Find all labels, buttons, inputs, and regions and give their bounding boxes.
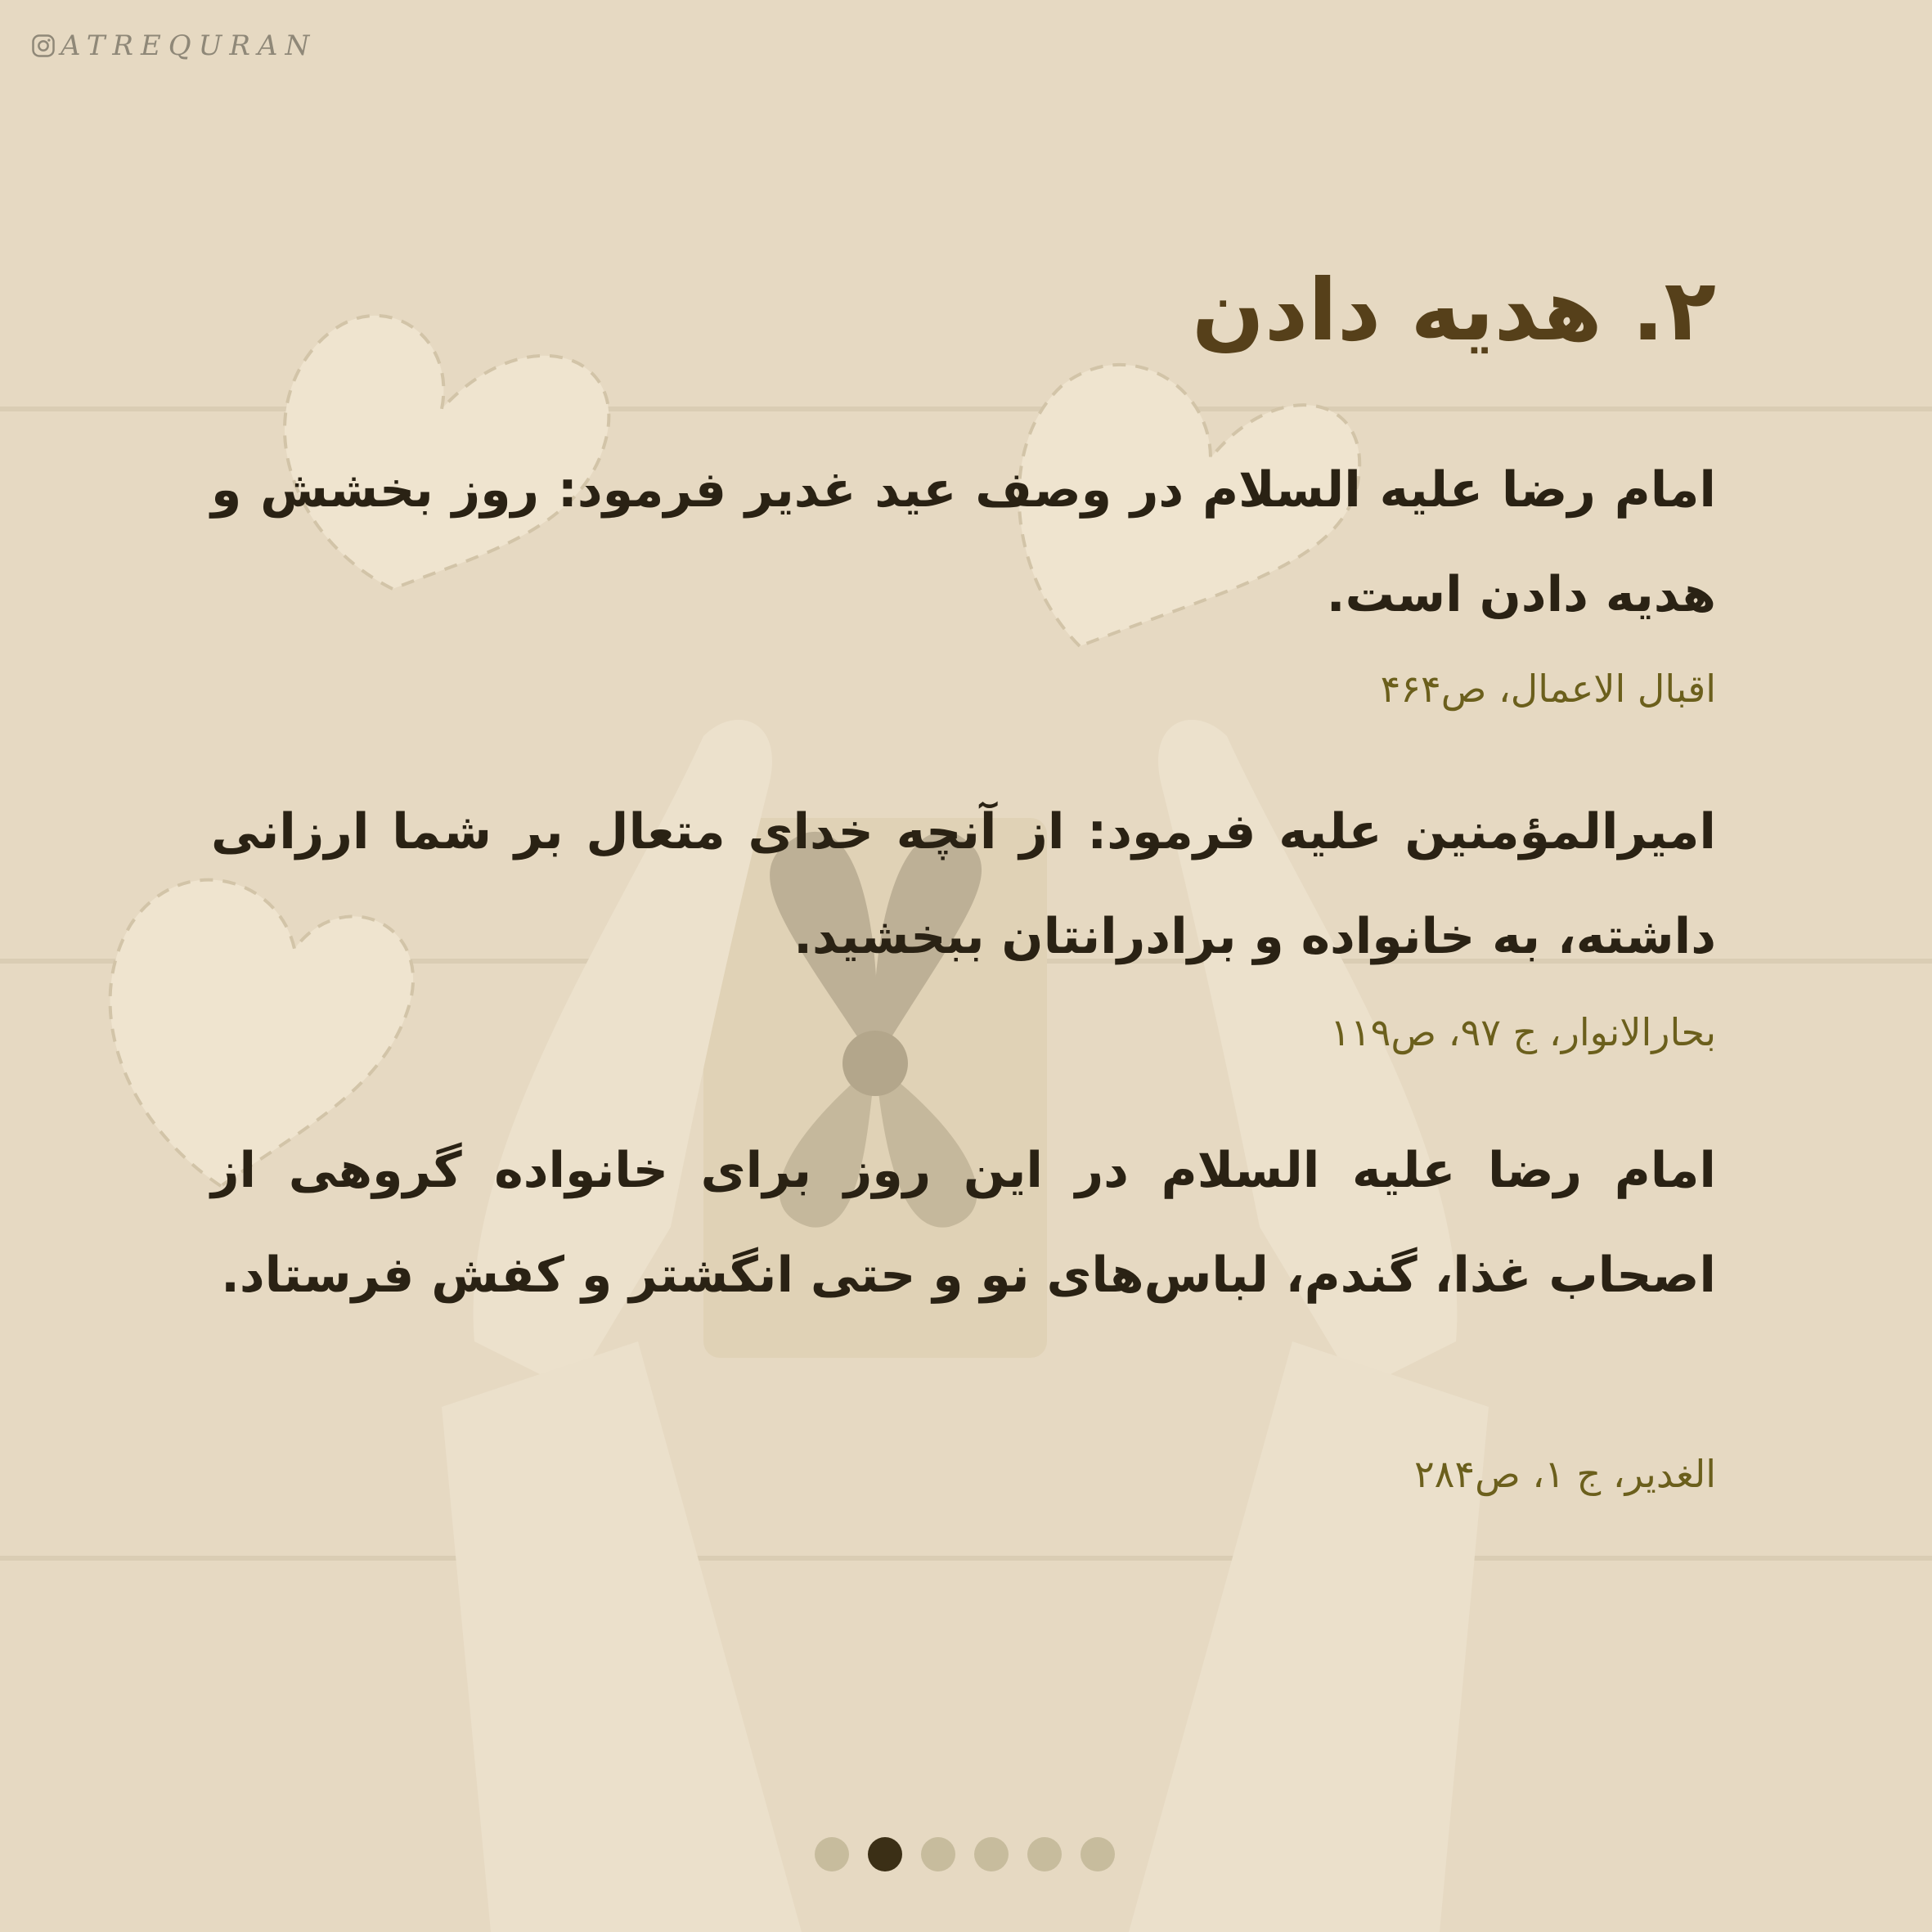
- page-dot[interactable]: [921, 1837, 955, 1871]
- page-dot-active[interactable]: [868, 1837, 902, 1871]
- hadith-2-source: بحارالانوار، ج ۹۷، ص۱۱۹: [1330, 1010, 1716, 1054]
- hadith-1-text: امام رضا علیه السلام در وصف عید غدیر فرمود: روز بخشش و هدیه دادن است.: [211, 461, 1716, 623]
- hadith-3-source: الغدیر، ج ۱، ص۲۸۴: [1413, 1452, 1716, 1496]
- page-dot[interactable]: [1027, 1837, 1062, 1871]
- instagram-handle[interactable]: [31, 29, 317, 62]
- instagram-icon: [31, 34, 56, 58]
- page-dot[interactable]: [1081, 1837, 1115, 1871]
- hadith-2-text: امیرالمؤمنین علیه فرمود: از آنچه خدای متعال بر شما ارزانی داشته، به خانواده و برادرانتان ببخشید.: [211, 803, 1716, 965]
- page-dot[interactable]: [974, 1837, 1009, 1871]
- hadith-3-text: امام رضا علیه السلام در این روز برای خانواده گروهی از اصحاب غذا، گندم، لباس‌های نو و حتی انگشتر و کفش فرستاد.: [211, 1142, 1716, 1304]
- hadith-1-source: اقبال الاعمال، ص۴۶۴: [1380, 667, 1716, 711]
- handle-text: ATREQURAN: [61, 29, 317, 62]
- pagination-dots: [815, 1837, 1115, 1871]
- page-dot[interactable]: [815, 1837, 849, 1871]
- section-title: ۲. هدیه دادن: [1192, 260, 1716, 360]
